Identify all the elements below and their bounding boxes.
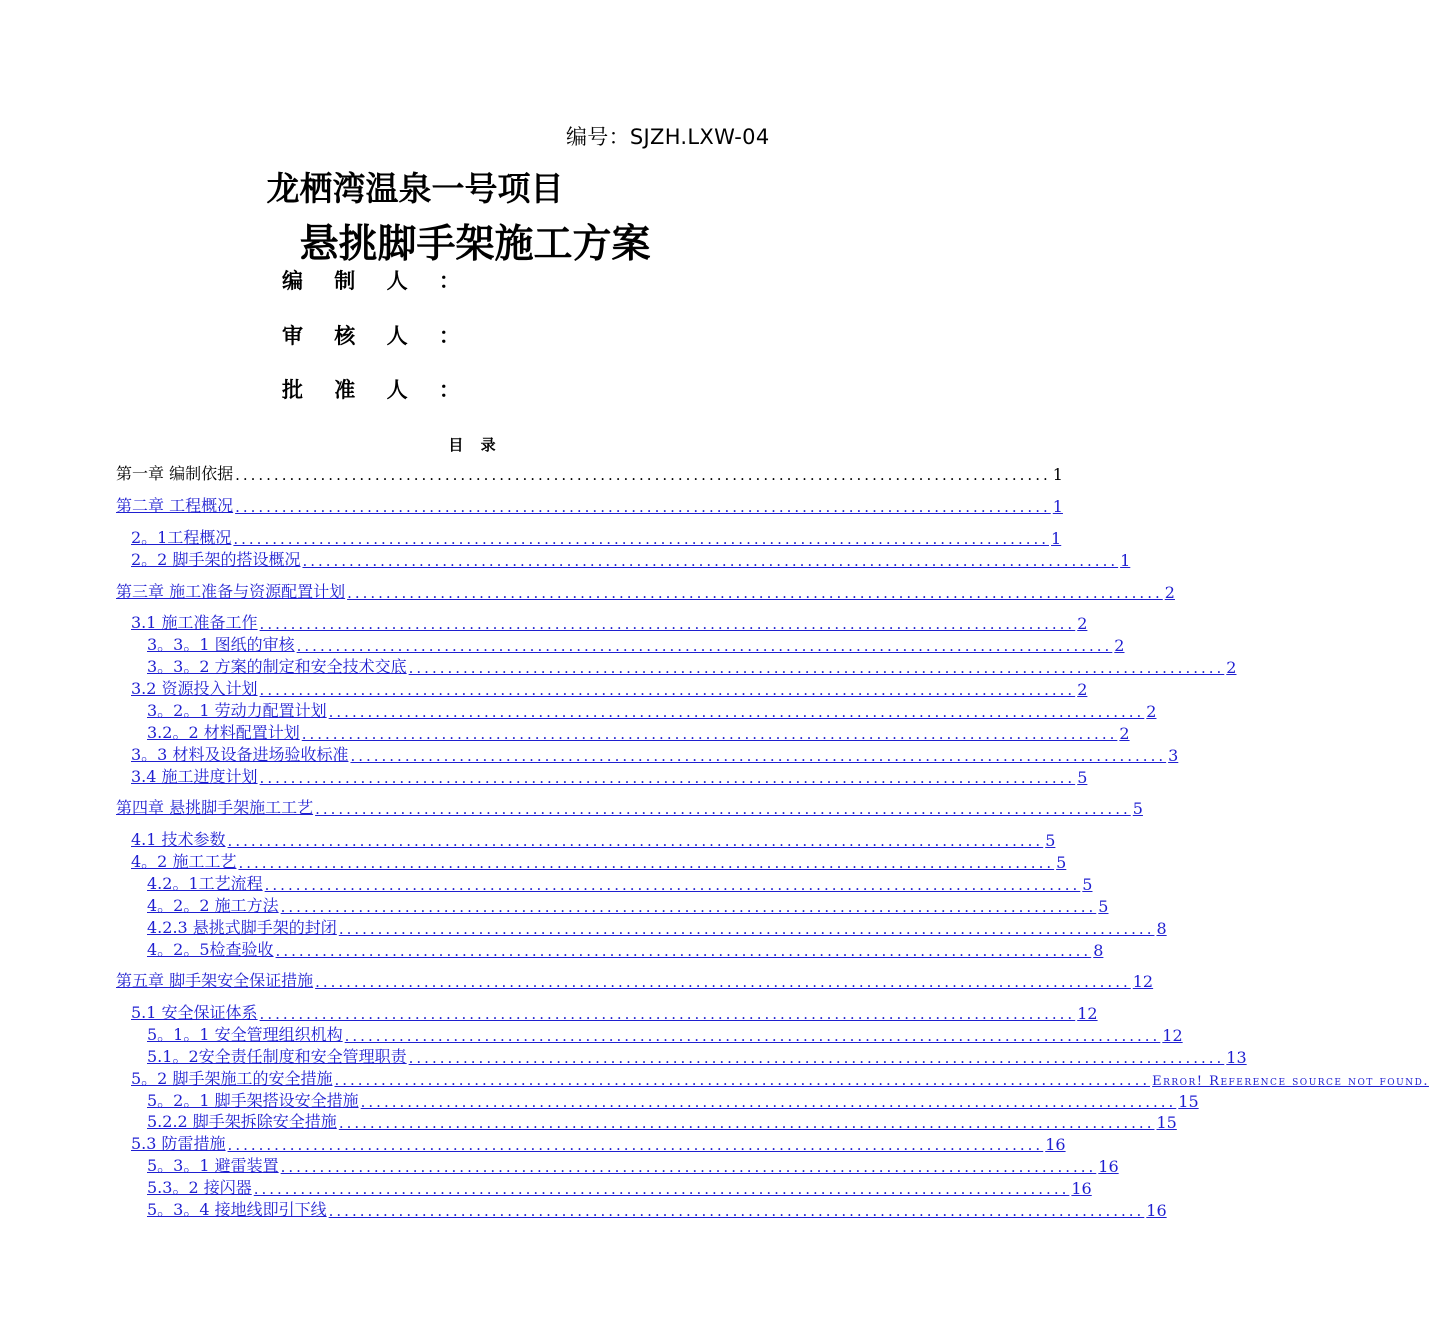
toc-entry-page: 15 (1178, 1092, 1199, 1111)
signature-reviewer: 审 核 人 ： (282, 324, 472, 348)
toc-entry[interactable]: 3.1 施工准备工作 ......................................................................................................... 2 (131, 611, 836, 633)
toc-entry-page: 15 (1156, 1113, 1177, 1132)
toc-entry-page: 16 (1098, 1157, 1119, 1176)
toc-entry-label: 5.3 防雷措施 (131, 1134, 226, 1153)
toc-entry-page: 5 (1082, 875, 1093, 894)
toc-entry[interactable]: 4。2。2 施工方法 ......................................................................................................... 5 (147, 894, 836, 916)
toc-entry-page: 5 (1077, 768, 1088, 787)
toc-entry-page: 8 (1156, 919, 1167, 938)
toc-entry-label: 3.4 施工进度计划 (131, 767, 258, 786)
toc-entry[interactable]: 5.1 安全保证体系 ......................................................................................................... 12 (131, 1001, 836, 1023)
toc-entry-page: 1 (1120, 551, 1131, 570)
toc-entry[interactable]: 4.1 技术参数 ......................................................................................................... 5 (131, 828, 836, 850)
toc-entry-label: 第五章 脚手架安全保证措施 (116, 971, 314, 990)
toc-entry-label: 5。1。1 安全管理组织机构 (147, 1025, 343, 1044)
toc-entry-label: 3。3。1 图纸的审核 (147, 635, 295, 654)
toc-entry[interactable]: 5.2.2 脚手架拆除安全措施 ......................................................................................................... 15 (147, 1110, 836, 1132)
toc-entry-label: 5.3。2 接闪器 (147, 1178, 252, 1197)
toc-entry-page: 2 (1164, 583, 1175, 602)
toc-entry-page: 1 (1051, 529, 1062, 548)
toc-entry-page: Error! Reference source not found. (1152, 1074, 1429, 1089)
signature-approver: 批 准 人 ： (282, 378, 472, 402)
toc-entry[interactable]: 3。3。2 方案的制定和安全技术交底 ......................................................................................................... 2 (147, 655, 836, 677)
toc-entry-page: 5 (1132, 799, 1143, 818)
toc-entry[interactable]: 5。1。1 安全管理组织机构 ......................................................................................................... 12 (147, 1023, 836, 1045)
toc-entry[interactable]: 第一章 编制依据 ......................................................................................................... 1 (116, 462, 836, 484)
toc-entry[interactable]: 3.4 施工进度计划 ......................................................................................................... 5 (131, 765, 836, 787)
toc-entry-label: 3.1 施工准备工作 (131, 613, 258, 632)
toc-entry[interactable]: 3。3 材料及设备进场验收标准 ......................................................................................................... 3 (131, 743, 836, 765)
toc-entry[interactable]: 3.2。2 材料配置计划 ......................................................................................................... 2 (147, 721, 836, 743)
toc-entry-page: 5 (1056, 853, 1067, 872)
toc-entry[interactable]: 4.2.3 悬挑式脚手架的封闭 ......................................................................................................... 8 (147, 916, 836, 938)
toc-entry[interactable]: 第二章 工程概况 ......................................................................................................... 1 (116, 494, 836, 516)
toc-entry[interactable]: 5.3 防雷措施 ......................................................................................................... 16 (131, 1132, 836, 1154)
toc-entry-label: 2。1工程概况 (131, 528, 232, 547)
toc-entry[interactable]: 5.3。2 接闪器 ......................................................................................................... 16 (147, 1176, 836, 1198)
toc-entry-label: 3。3。2 方案的制定和安全技术交底 (147, 657, 407, 676)
project-title: 龙栖湾温泉一号项目 (266, 169, 564, 208)
toc-entry-page: 2 (1077, 680, 1088, 699)
toc-entry-page: 16 (1146, 1201, 1167, 1220)
toc-entry[interactable]: 5。2。1 脚手架搭设安全措施 ......................................................................................................... 15 (147, 1089, 836, 1111)
toc-entry-label: 4.1 技术参数 (131, 830, 226, 849)
toc-entry-label: 第四章 悬挑脚手架施工工艺 (116, 798, 314, 817)
toc-entry-page: 12 (1077, 1004, 1098, 1023)
toc-entry-page: 13 (1226, 1048, 1247, 1067)
toc-entry[interactable]: 5。3。1 避雷装置 ......................................................................................................... 16 (147, 1154, 836, 1176)
toc-entry-label: 5.1 安全保证体系 (131, 1003, 258, 1022)
toc-entry-page: 1 (1052, 497, 1063, 516)
toc-entry[interactable]: 3。2。1 劳动力配置计划 ......................................................................................................... 2 (147, 699, 836, 721)
toc-entry-label: 第一章 编制依据 (116, 464, 234, 483)
document-code: 编号：SJZH.LXW-04 (566, 125, 770, 149)
toc-entry-page: 8 (1093, 941, 1104, 960)
toc-entry-page: 12 (1162, 1026, 1183, 1045)
toc-entry-label: 5。2 脚手架施工的安全措施 (131, 1069, 333, 1088)
toc-entry-label: 5.1。2安全责任制度和安全管理职责 (147, 1047, 407, 1066)
toc-entry-label: 5。3。4 接地线即引下线 (147, 1200, 327, 1219)
toc-entry-label: 3。3 材料及设备进场验收标准 (131, 745, 349, 764)
toc-entry-label: 4。2。2 施工方法 (147, 896, 279, 915)
toc-entry[interactable]: 5.1。2安全责任制度和安全管理职责 ......................................................................................................... 13 (147, 1045, 836, 1067)
toc-entry-label: 4。2 施工工艺 (131, 852, 237, 871)
toc-entry[interactable]: 3.2 资源投入计划 ......................................................................................................... 2 (131, 677, 836, 699)
toc-entry[interactable]: 4。2 施工工艺 ......................................................................................................... 5 (131, 850, 836, 872)
signature-compiler: 编 制 人 ： (282, 269, 472, 293)
toc-entry-page: 2 (1114, 636, 1125, 655)
toc-entry[interactable]: 2。2 脚手架的搭设概况 ......................................................................................................... 1 (131, 548, 836, 570)
toc-entry-page: 2 (1119, 724, 1130, 743)
toc-entry[interactable]: 第四章 悬挑脚手架施工工艺 ......................................................................................................... 5 (116, 796, 836, 818)
toc-entry-label: 第二章 工程概况 (116, 496, 234, 515)
toc-entry[interactable]: 第五章 脚手架安全保证措施 ......................................................................................................... 12 (116, 969, 836, 991)
toc-entry-page: 2 (1077, 614, 1088, 633)
toc-entry-label: 5。2。1 脚手架搭设安全措施 (147, 1091, 359, 1110)
toc-entry-page: 16 (1045, 1135, 1066, 1154)
toc-entry-label: 4.2。1工艺流程 (147, 874, 263, 893)
toc-entry-page: 12 (1132, 972, 1154, 991)
toc-entry-page: 3 (1168, 746, 1179, 765)
toc-entry[interactable]: 4。2。5检查验收 ......................................................................................................... 8 (147, 938, 836, 960)
toc-title: 目 录 (448, 436, 502, 454)
toc-entry-page: 2 (1226, 658, 1237, 677)
toc-entry-label: 3。2。1 劳动力配置计划 (147, 701, 327, 720)
toc-entry-page: 5 (1045, 831, 1056, 850)
toc-entry-page: 1 (1052, 465, 1063, 484)
toc-entry[interactable]: 5。3。4 接地线即引下线 ......................................................................................................... 16 (147, 1198, 836, 1220)
toc-entry[interactable]: 5。2 脚手架施工的安全措施 ......................................................................................................... Error! Reference source not found. (131, 1067, 836, 1089)
toc-entry-label: 第三章 施工准备与资源配置计划 (116, 582, 346, 601)
toc-entry-label: 3.2 资源投入计划 (131, 679, 258, 698)
toc-entry-page: 16 (1071, 1179, 1092, 1198)
toc-entry-label: 2。2 脚手架的搭设概况 (131, 550, 301, 569)
toc-entry[interactable]: 4.2。1工艺流程 ......................................................................................................... 5 (147, 872, 836, 894)
toc-entry[interactable]: 3。3。1 图纸的审核 ......................................................................................................... 2 (147, 633, 836, 655)
toc-entry-page: 2 (1146, 702, 1157, 721)
toc-entry[interactable]: 2。1工程概况 ......................................................................................................... 1 (131, 526, 836, 548)
toc-entry[interactable]: 第三章 施工准备与资源配置计划 ......................................................................................................... 2 (116, 580, 836, 602)
toc-entry-label: 3.2。2 材料配置计划 (147, 723, 300, 742)
toc-entry-label: 4.2.3 悬挑式脚手架的封闭 (147, 918, 337, 937)
toc-entry-label: 5。3。1 避雷装置 (147, 1156, 279, 1175)
document-title: 悬挑脚手架施工方案 (299, 222, 651, 267)
toc-entry-label: 5.2.2 脚手架拆除安全措施 (147, 1112, 337, 1131)
toc-entry-page: 5 (1098, 897, 1109, 916)
toc-entry-label: 4。2。5检查验收 (147, 940, 274, 959)
